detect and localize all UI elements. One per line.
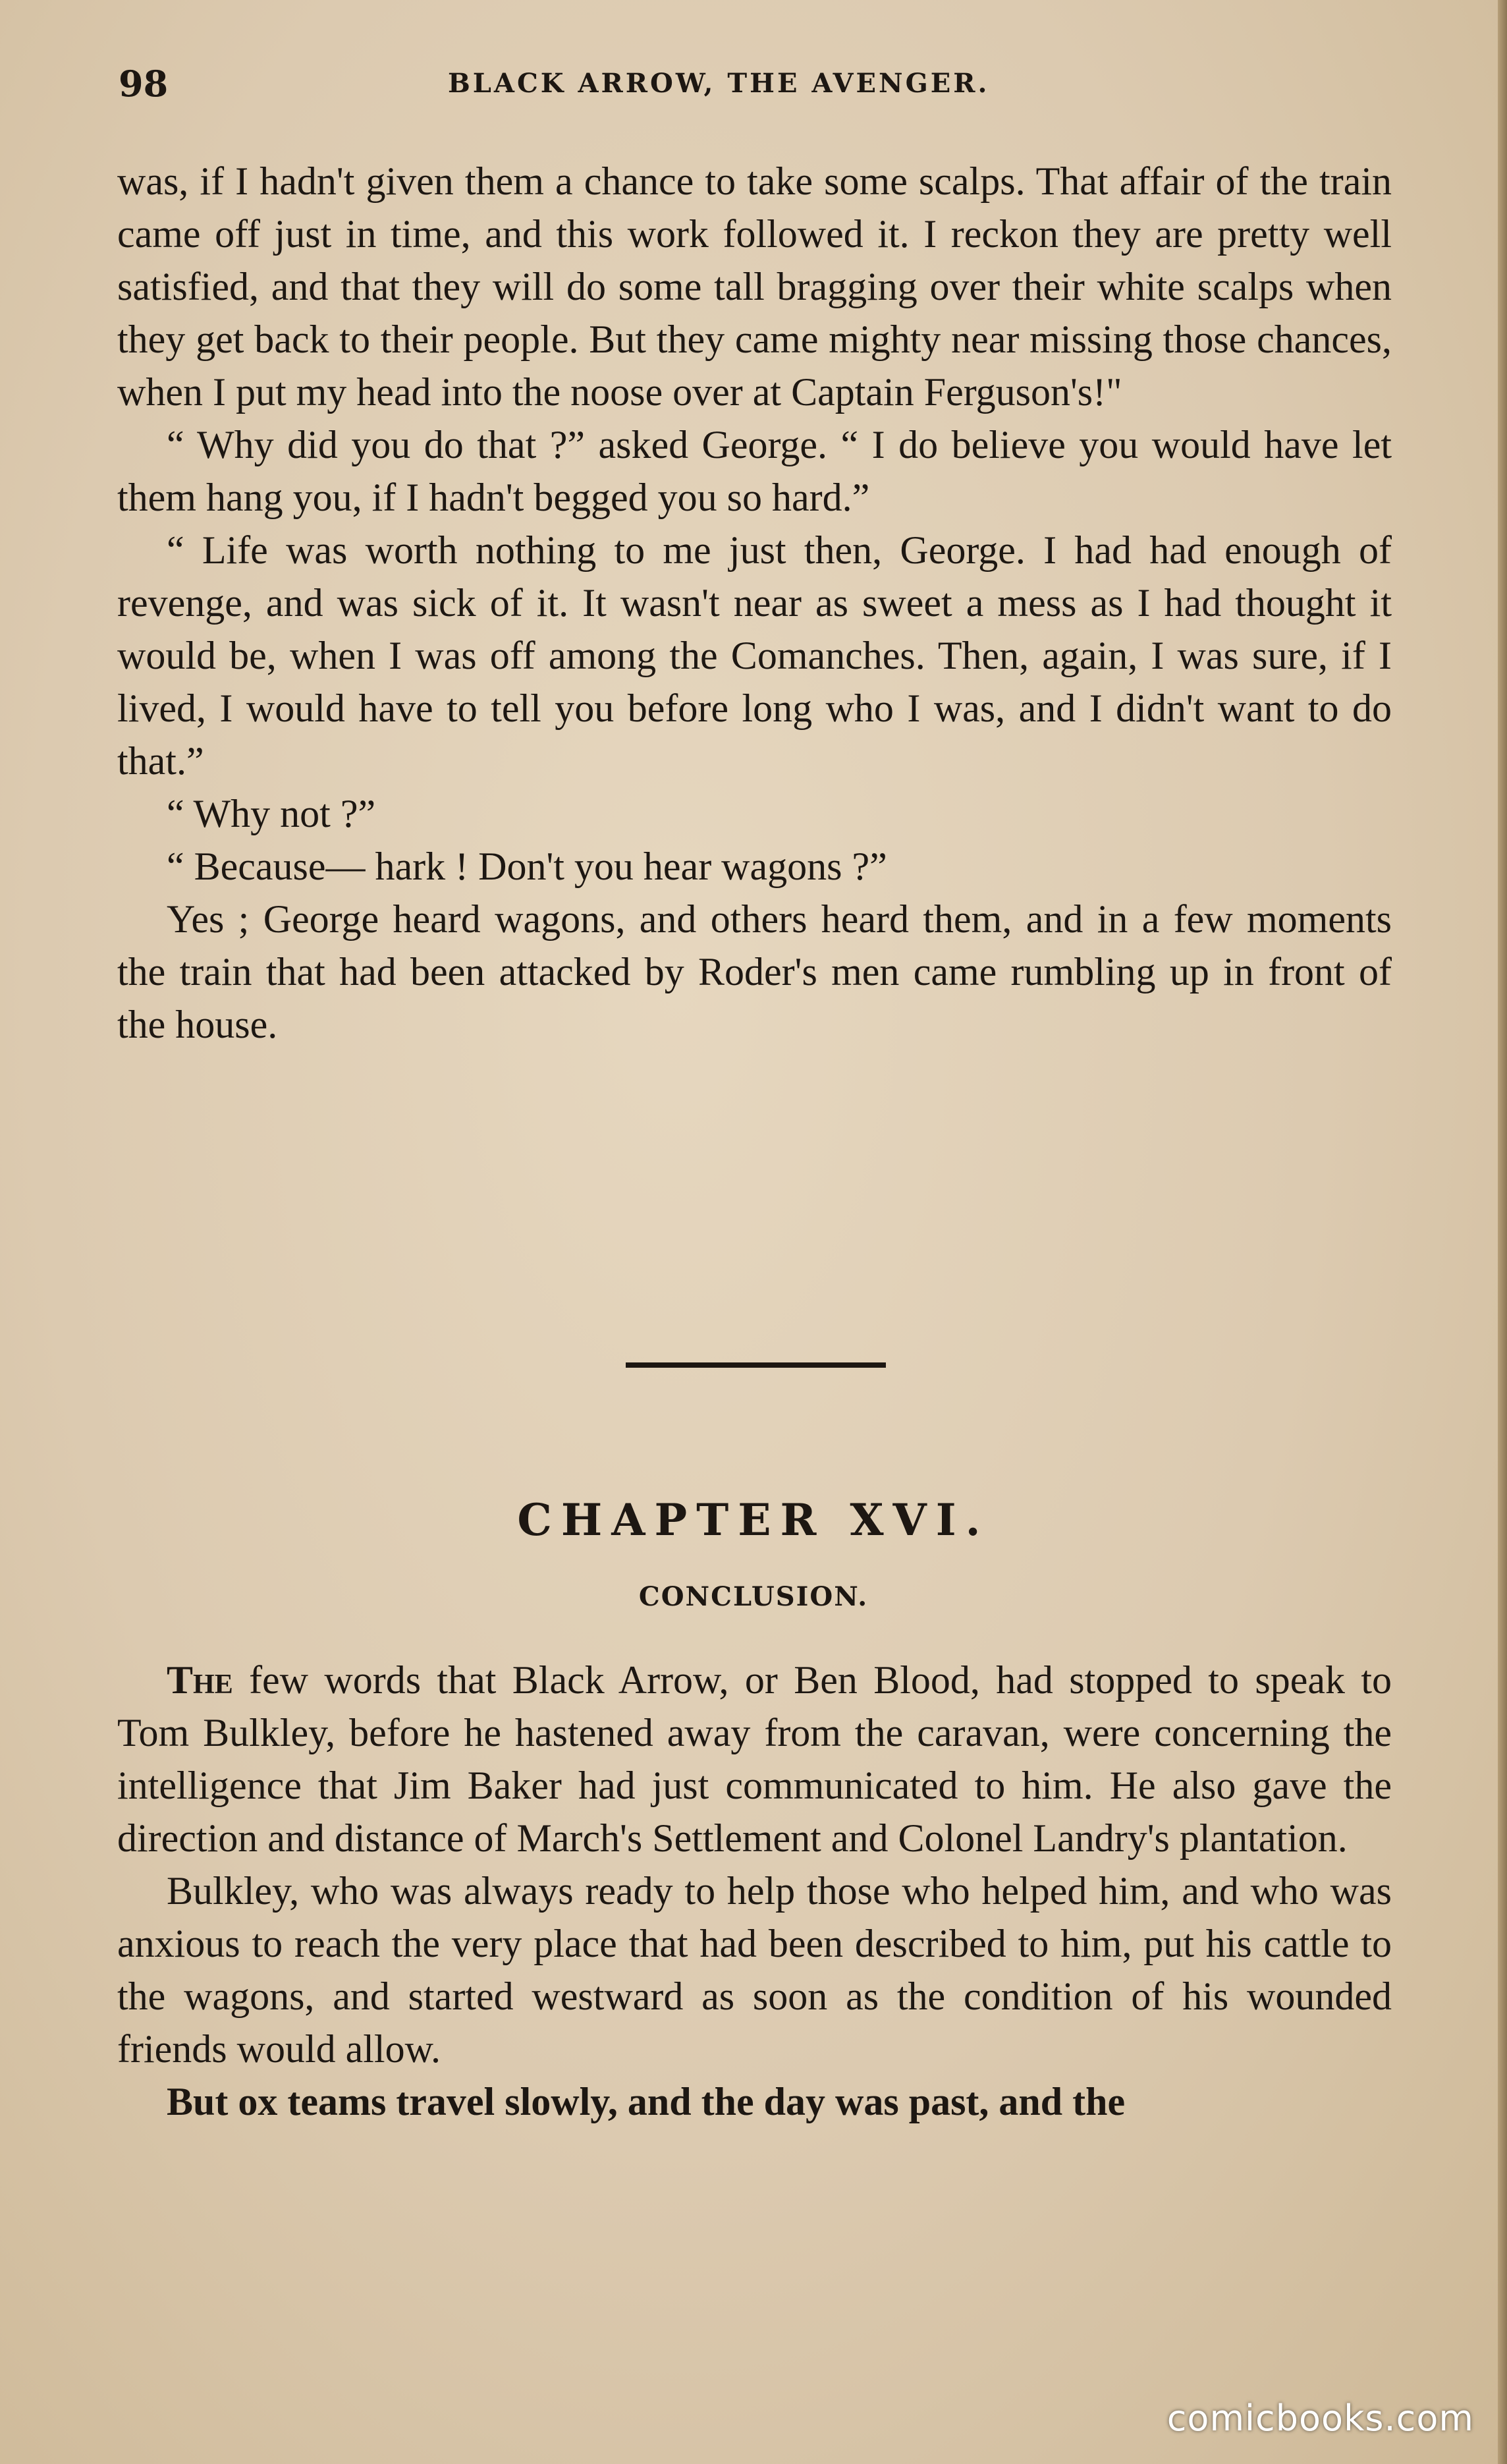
section-divider-rule xyxy=(626,1362,886,1368)
watermark: comicbooks.com xyxy=(1166,2397,1474,2439)
lead-word: The xyxy=(167,1658,233,1702)
paragraph xyxy=(117,1654,1392,1864)
chapter-body-text xyxy=(117,1654,1392,2128)
paragraph: Yes ; George heard wagons, and others heard them, and in a few moments the train that had been attacked by Roder's men came rumbling up in front of the house. xyxy=(117,897,1392,1046)
chapter-title: CHAPTER XVI. xyxy=(517,1494,990,1546)
page-number: 98 xyxy=(119,63,169,105)
paragraph: Bulkley, who was always ready to help those who helped him, and who was anxious to reach the very place that had been described to him, put his cattle to the wagons, and started westward as soon as the condition of his wounded friends would allow. xyxy=(117,1869,1392,2071)
chapter-subtitle: CONCLUSION. xyxy=(638,1581,869,1612)
paragraph-text: few words that Black Arrow, or Ben Blood, had stopped to speak to Tom Bulkley, before he hastened away from the caravan, were concerning the intelligence that Jim Baker had just communicated to him. He also gave the direction and distance of March's Settlement and Colonel Landry's plantation. xyxy=(117,1658,1392,1860)
page-header xyxy=(119,63,1390,122)
page-edge xyxy=(1498,0,1507,2464)
paragraph: “ Why did you do that ?” asked George. “ I do believe you would have let them hang you, if I hadn't begged you so hard.” xyxy=(117,423,1392,519)
chapter-end-text xyxy=(117,155,1392,1051)
paragraph: “ Why not ?” xyxy=(167,792,376,835)
paragraph: “ Life was worth nothing to me just then, George. I had had enough of revenge, and was sick of it. It wasn't near as sweet a mess as I had thought it would be, when I was off among the Comanches. Then, again, I was sure, if I lived, I would have to tell you before long who I was, and I didn't want to do that.” xyxy=(117,528,1392,783)
running-head: BLACK ARROW, THE AVENGER. xyxy=(448,68,990,99)
paragraph: “ Because— hark ! Don't you hear wagons ?” xyxy=(167,845,887,888)
paragraph: But ox teams travel slowly, and the day was past, and the xyxy=(167,2080,1126,2123)
paragraph: was, if I hadn't given them a chance to take some scalps. That affair of the train came off just in time, and this work followed it. I reckon they are pretty well satisfied, and that they will do some tall bragging over their white scalps when they get back to their people. But they came mighty near missing those chances, when I put my head into the noose over at Captain Ferguson's!" xyxy=(117,159,1392,414)
